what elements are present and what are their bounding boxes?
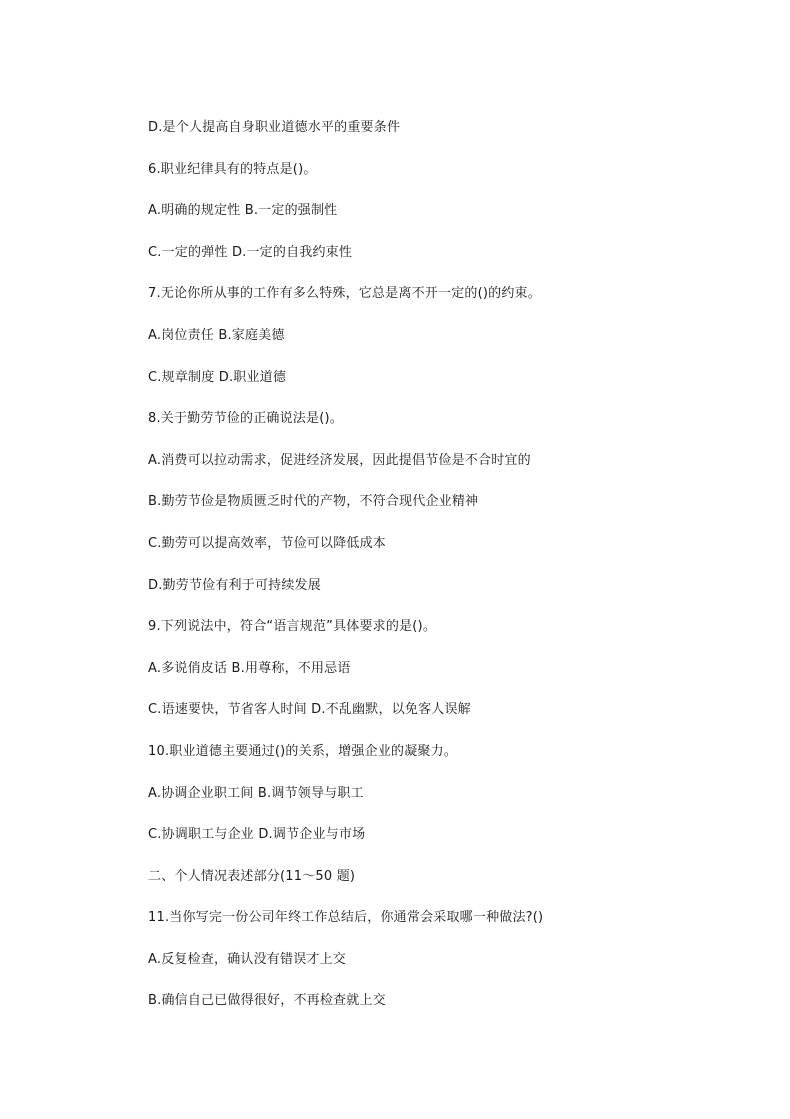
question-6-options-ab: A.明确的规定性 B.一定的强制性 <box>148 203 338 219</box>
question-9-options-cd: C.语速要快，节省客人时间 D.不乱幽默，以免客人误解 <box>148 702 471 718</box>
question-11-option-b: B.确信自己已做得很好，不再检查就上交 <box>148 993 386 1009</box>
section-heading: 二、个人情况表述部分(11～50 题) <box>148 868 356 884</box>
question-11: 11.当你写完一份公司年终工作总结后，你通常会采取哪一种做法?() <box>148 910 544 926</box>
question-10-options-ab: A.协调企业职工间 B.调节领导与职工 <box>148 785 364 801</box>
option-d-line: D.是个人提高自身职业道德水平的重要条件 <box>148 120 401 135</box>
question-8-option-a: A.消费可以拉动需求，促进经济发展，因此提倡节俭是不合时宜的 <box>148 452 531 468</box>
question-9: 9.下列说法中，符合“语言规范”具体要求的是()。 <box>148 619 437 635</box>
question-6-options-cd: C.一定的弹性 D.一定的自我约束性 <box>148 244 353 260</box>
question-7-options-cd: C.规章制度 D.职业道德 <box>148 369 287 385</box>
question-11-option-a: A.反复检查，确认没有错误才上交 <box>148 951 346 967</box>
text-lines <box>148 116 748 1031</box>
question-8: 8.关于勤劳节俭的正确说法是()。 <box>148 411 343 427</box>
question-8-option-c: C.勤劳可以提高效率，节俭可以降低成本 <box>148 535 387 551</box>
question-8-option-d: D.勤劳节俭有利于可持续发展 <box>148 577 321 593</box>
question-8-option-b: B.勤劳节俭是物质匮乏时代的产物，不符合现代企业精神 <box>148 494 479 510</box>
question-6: 6.职业纪律具有的特点是()。 <box>148 161 317 177</box>
question-7-options-ab: A.岗位责任 B.家庭美德 <box>148 327 285 343</box>
question-10: 10.职业道德主要通过()的关系，增强企业的凝聚力。 <box>148 743 458 759</box>
question-10-options-cd: C.协调职工与企业 D.调节企业与市场 <box>148 827 366 843</box>
question-9-options-ab: A.多说俏皮话 B.用尊称，不用忌语 <box>148 660 351 676</box>
question-7: 7.无论你所从事的工作有多么特殊，它总是离不开一定的()的约束。 <box>148 286 541 302</box>
